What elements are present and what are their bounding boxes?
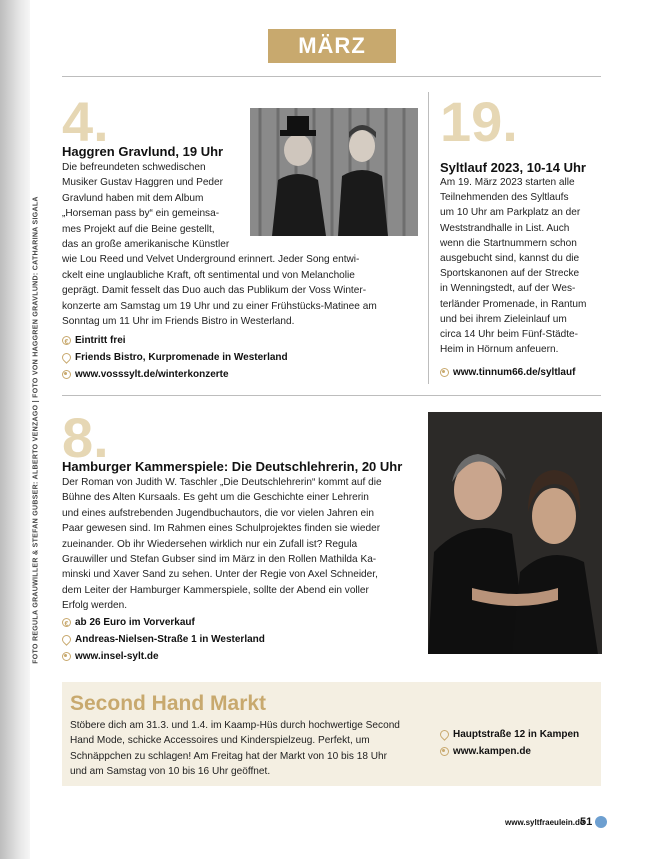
event-info (62, 614, 265, 665)
location-row (62, 349, 288, 366)
event-description (440, 175, 586, 357)
text-line: dem Leiter der Hamburger Kammerspiele, sollte der Abend ein voller (62, 584, 369, 596)
text-line: Grauwiller und Stefan Gubser sind im März in den Rollen Mathilda Ka- (62, 554, 377, 566)
euro-icon (62, 618, 71, 627)
price-row (62, 332, 288, 349)
location-row (62, 631, 265, 648)
month-label: MÄRZ (268, 29, 396, 63)
text-line: Am 19. März 2023 starten alle (440, 177, 575, 188)
text-line: Der Roman von Judith W. Taschler „Die Deutschlehrerin“ kommt auf die (62, 477, 382, 488)
text-line: Sportskanonen auf der Strecke (440, 268, 580, 280)
second-hand-panel (62, 682, 601, 786)
top-divider (62, 76, 601, 77)
text-line: und eines aufstrebenden Jugendbuchautors, die vor vielen Jahren ein (62, 507, 375, 519)
text-line: terländer Promenade, in Rantum (440, 298, 587, 310)
euro-icon (62, 336, 71, 345)
text-line: konzerte am Samstag um 19 Uhr und zu einer Frühstücks-Matinee am (62, 300, 377, 312)
second-hand-title: Second Hand Markt (70, 692, 267, 715)
text-line: Sonntag um 11 Uhr im Friends Bistro in Westerland. (62, 316, 295, 328)
website-link[interactable]: www.kampen.de (453, 746, 531, 757)
location-pin-icon (60, 633, 73, 646)
web-icon (62, 652, 71, 661)
website-row (62, 648, 265, 665)
page-spine-shadow (0, 0, 30, 859)
text-line: Gravlund haben mit dem Album (62, 192, 204, 204)
text-line: zueinander. Ob ihr Wiedersehen wirklich nur ein Zufall ist? Regula (62, 538, 358, 550)
text-line: und bei ihrem Zieleinlauf um (440, 313, 567, 325)
event-description (62, 475, 382, 614)
event-day: 19. (440, 90, 518, 153)
web-icon (62, 370, 71, 379)
event-title: Syltlauf 2023, 10-14 Uhr (440, 160, 586, 175)
text-line: Hand Mode, schicke Accessoires und Kinderspielzeug. Perfekt, um (70, 735, 370, 747)
location-text: Andreas-Nielsen-Straße 1 in Westerland (75, 634, 265, 645)
website-row (62, 366, 288, 383)
website-link[interactable]: www.tinnum66.de/syltlauf (453, 367, 576, 378)
text-line: und am Samstag von 10 bis 16 Uhr geöffnet. (70, 766, 271, 778)
text-line: geprägt. Damit fesselt das Duo auch das Publikum der Voss Winter- (62, 285, 367, 297)
location-text: Hauptstraße 12 in Kampen (453, 729, 580, 740)
text-line: das an große amerikanische Künstler (62, 239, 230, 251)
text-line: um 10 Uhr am Parkplatz an der (440, 207, 581, 219)
price-text: ab 26 Euro im Vorverkauf (75, 617, 195, 628)
text-line: in Wenningstedt, auf der Wes- (440, 283, 576, 295)
page-number: 51 (580, 816, 593, 828)
text-line: Musiker Gustav Haggren und Peder (62, 177, 224, 189)
location-row (440, 726, 579, 743)
photo-credit (30, 0, 42, 859)
website-link[interactable]: www.vosssylt.de/winterkonzerte (75, 369, 229, 380)
text-line: minski und Xaver Sand zu sehen. Unter der Regie von Axel Schneider, (62, 569, 378, 581)
web-icon (440, 368, 449, 377)
event-day: 8. (62, 406, 109, 469)
event-photo-kammerspiele (428, 412, 602, 654)
text-line: Stöbere dich am 31.3. und 1.4. im Kaamp-Hüs durch hochwertige Second (70, 720, 400, 731)
text-line: „Horseman pass by“ ein gemeinsa- (62, 208, 220, 220)
text-line: ausgebucht sind, kannst du die (440, 253, 580, 265)
text-line: Weststrandhalle in List. Auch (440, 222, 570, 234)
text-line: wenn die Startnummern schon (440, 237, 577, 249)
website-row (440, 364, 575, 381)
price-row (62, 614, 265, 631)
text-line: ckelt eine unglaubliche Kraft, oft sentimental und von Melancholie (62, 269, 355, 281)
text-line: Teilnehmenden des Syltlaufs (440, 192, 569, 204)
price-text: Eintritt frei (75, 335, 126, 346)
text-line: mes Projekt auf die Beine gestellt, (62, 223, 215, 235)
column-divider (428, 92, 429, 384)
website-row (440, 743, 579, 760)
location-pin-icon (60, 351, 73, 364)
text-line: Heim in Hörnum anfeuern. (440, 344, 559, 356)
middle-divider (62, 395, 601, 396)
photo-credit-text: FOTO REGULA GRAUWILLER & STEFAN GUBSER: ALBERTO VENZAGO | FOTO VON HAGGREN GRAVLUND: CATHARINA SIGALA (32, 195, 40, 664)
website-link[interactable]: www.insel-sylt.de (75, 651, 159, 662)
text-line: wie Lou Reed und Velvet Underground erinnert. Jeder Song entwi- (62, 254, 360, 266)
event-info (62, 332, 288, 383)
footer-site[interactable]: www.syltfraeulein.de (505, 818, 585, 827)
event-description (62, 160, 377, 329)
event-info (440, 364, 575, 381)
text-line: Schnäppchen zu schlagen! Am Freitag hat der Markt von 10 bis 18 Uhr (70, 750, 388, 762)
event-title: Haggren Gravlund, 19 Uhr (62, 144, 224, 159)
location-pin-icon (438, 728, 451, 741)
event-title: Hamburger Kammerspiele: Die Deutschlehrerin, 20 Uhr (62, 459, 403, 474)
text-line: Erfolg werden. (62, 600, 128, 612)
web-icon (440, 747, 449, 756)
text-line: Die befreundeten schwedischen (62, 162, 206, 173)
location-text: Friends Bistro, Kurpromenade in Westerland (75, 352, 288, 363)
magazine-logo-icon (595, 816, 607, 828)
event-day: 4. (62, 90, 109, 153)
text-line: circa 14 Uhr beim Fünf-Städte- (440, 329, 579, 341)
text-line: Paar gewesen sind. Im Rahmen eines Schulprojektes finden sie wieder (62, 523, 381, 535)
second-hand-description (70, 718, 400, 780)
text-line: Bühne des Alten Kursaals. Es geht um die Geschichte einer Lehrerin (62, 492, 369, 504)
second-hand-info (440, 726, 579, 760)
